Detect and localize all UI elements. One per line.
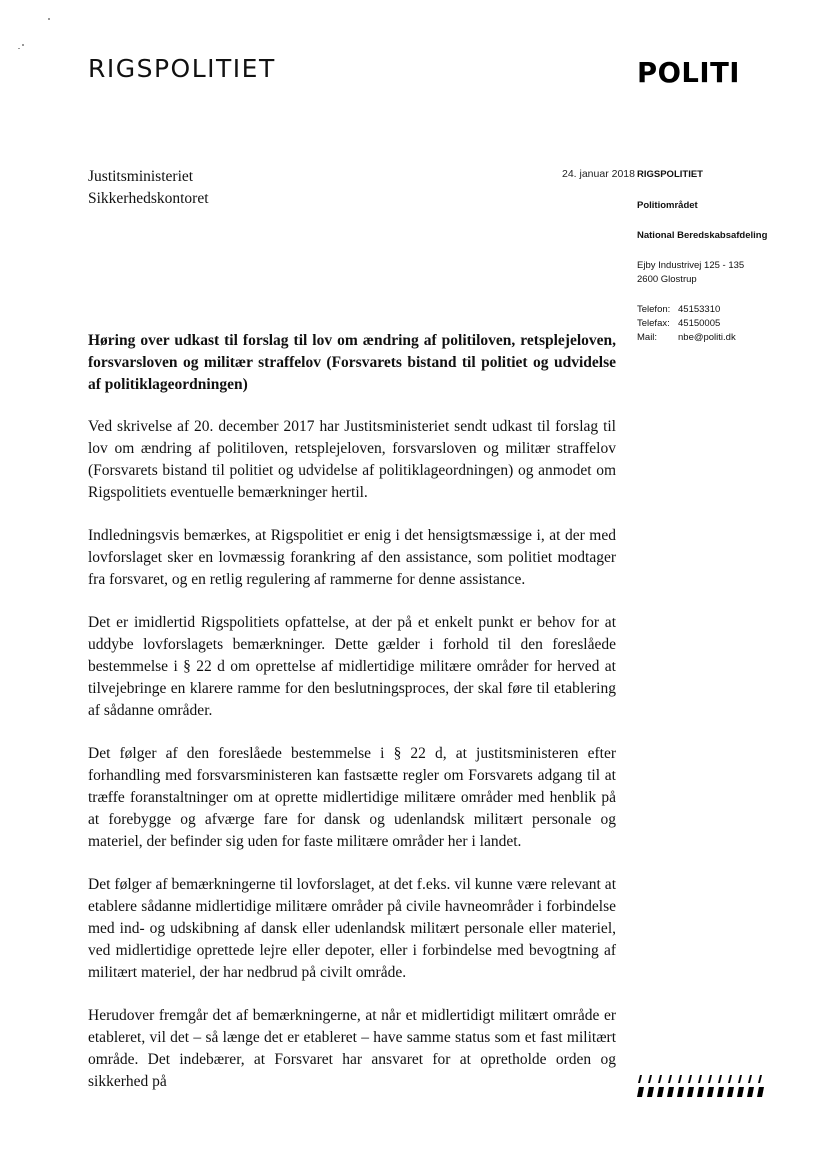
letter-subject: Høring over udkast til forslag til lov om ændring af politiloven, retsplejeloven, forsvarsloven og militær straffelov (Forsvarets bistand til politiet og udvidelse af politiklageordningen) — [88, 332, 616, 393]
sender-unit: Politiområdet — [637, 200, 698, 211]
mail-label: Mail: — [637, 332, 658, 343]
letter-body — [88, 416, 616, 1114]
address-line: Ejby Industrivej 125 - 135 — [637, 260, 745, 271]
sender-department: National Beredskabsafdeling — [637, 230, 768, 241]
letter-date: 24. januar 2018 — [562, 168, 635, 180]
recipient-line: Sikkerhedskontoret — [88, 190, 209, 207]
agency-name: RIGSPOLITIET — [88, 54, 276, 83]
fax-label: Telefax: — [637, 318, 670, 329]
recipient-line: Justitsministeriet — [88, 168, 194, 185]
recipient-block — [88, 166, 209, 210]
sender-contact — [637, 303, 736, 345]
mail-row — [637, 331, 736, 345]
politi-logo: POLITI — [637, 56, 741, 89]
body-paragraph: Det følger af bemærkningerne til lovforslaget, at det f.eks. vil kunne være relevant at etablere sådanne midlertidige militære områder på civile havneområder i forbindelse med ind- og udskibning af dansk eller udenlandsk militært personale eller materiel, ved midlertidige oprettede lejre eller depoter, eller i forbindelse med bevogtning af militært materiel, der har nedbrud på civilt område. — [88, 876, 616, 981]
scan-speck — [18, 48, 20, 49]
phone-label: Telefon: — [637, 304, 671, 315]
fax-value: 45150005 — [678, 318, 721, 329]
sender-address — [637, 259, 744, 287]
phone-row — [637, 303, 736, 317]
body-paragraph: Det følger af den foreslåede bestemmelse i § 22 d, at justitsministeren efter forhandling med forsvarsministeren kan fastsætte regler om Forsvarets adgang til at træffe foranstaltninger om at oprette midlertidige militære områder med henblik på at forebygge og afværge fare for dansk og udenlandsk militært personale og materiel, der befinder sig uden for faste militære områder her i landet. — [88, 745, 616, 850]
address-line: 2600 Glostrup — [637, 274, 697, 285]
scan-speck — [22, 44, 24, 46]
body-paragraph: Indledningsvis bemærkes, at Rigspolitiet er enig i det hensigtsmæssige i, at der med lovforslaget sker en lovmæssig forankring af den assistance, som politiet modtager fra forsvaret, og en retlig regulering af rammerne for denne assistance. — [88, 527, 616, 588]
fax-row — [637, 317, 736, 331]
body-paragraph: Ved skrivelse af 20. december 2017 har Justitsministeriet sendt udkast til forslag til lov om ændring af politiloven, retsplejeloven, forsvarsloven og militær straffelov (Forsvarets bistand til politiet og udvidelse af politiklageordningen) og anmodet om Rigspolitiets eventuelle bemærkninger hertil. — [88, 418, 616, 501]
sender-org: RIGSPOLITIET — [637, 169, 703, 180]
body-paragraph: Herudover fremgår det af bemærkningerne, at når et midlertidigt militært område er etableret, vil det – så længe det er etableret – have samme status som et fast militært område. Det indebærer, at Forsvaret har ansvaret for at opretholde orden og sikkerhed på — [88, 1007, 616, 1090]
barcode-icon — [637, 1075, 767, 1099]
body-paragraph: Det er imidlertid Rigspolitiets opfattelse, at der på et enkelt punkt er behov for at uddybe lovforslagets bemærkninger. Dette gælder i forhold til den foreslåede bestemmelse i § 22 d om oprettelse af midlertidige militære områder for herved at tilvejebringe en klarere ramme for den beslutningsproces, der skal føre til etablering af sådanne områder. — [88, 614, 616, 719]
phone-value: 45153310 — [678, 304, 721, 315]
scan-speck — [48, 18, 50, 20]
mail-value: nbe@politi.dk — [678, 332, 736, 343]
